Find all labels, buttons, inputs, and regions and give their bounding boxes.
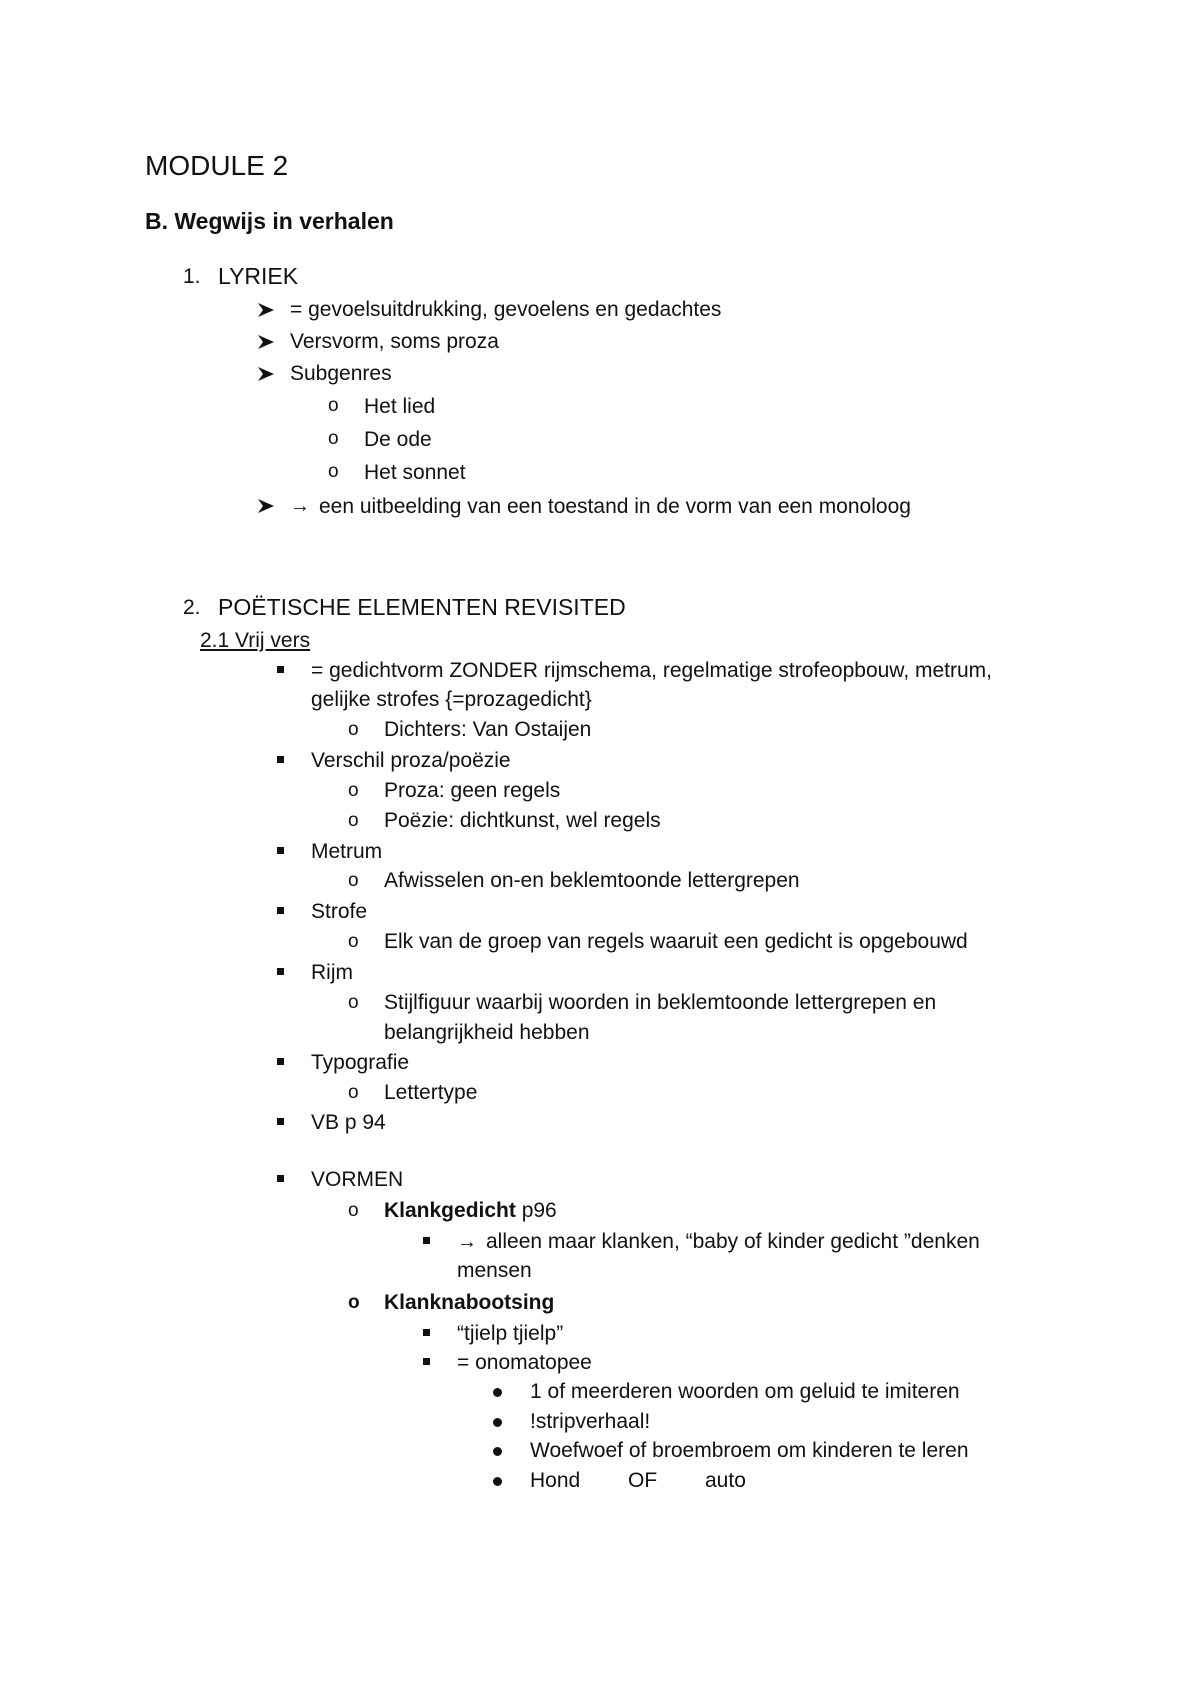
square-bullet-icon xyxy=(423,1358,430,1365)
circle-bullet-icon: o xyxy=(348,1292,360,1313)
circle-bullet-icon: o xyxy=(348,719,359,740)
circle-bullet-icon: o xyxy=(328,461,339,482)
dot-bullet-icon xyxy=(493,1388,502,1397)
section-number: 2. xyxy=(183,596,201,619)
square-bullet-icon xyxy=(277,968,284,975)
dot-bullet-icon xyxy=(493,1418,502,1427)
circle-bullet-icon: o xyxy=(348,992,359,1013)
square-bullet-icon xyxy=(277,666,284,673)
list-item: Subgenres xyxy=(290,362,392,385)
list-item: VORMEN xyxy=(311,1168,404,1191)
arrowhead-bullet-icon xyxy=(256,302,276,318)
list-item: “tjielp tjielp” xyxy=(457,1322,564,1345)
list-item: Rijm xyxy=(311,961,353,984)
page-subtitle: B. Wegwijs in verhalen xyxy=(145,208,394,234)
circle-bullet-icon: o xyxy=(348,810,359,831)
arrowhead-bullet-icon xyxy=(256,366,276,382)
list-item: Verschil proza/poëzie xyxy=(311,749,511,772)
list-item: !stripverhaal! xyxy=(530,1410,651,1433)
list-item: Afwisselen on-en beklemtoonde lettergrepen xyxy=(384,869,800,892)
section-heading-poetisch: POËTISCHE ELEMENTEN REVISITED xyxy=(218,594,626,620)
list-item-auto: auto xyxy=(705,1469,746,1492)
subsection-heading: 2.1 Vrij vers xyxy=(200,629,311,652)
list-item-continuation: belangrijkheid hebben xyxy=(384,1021,590,1044)
list-item: 1 of meerderen woorden om geluid te imiteren xyxy=(530,1380,960,1403)
list-item-of: OF xyxy=(628,1469,658,1492)
term-klankgedicht: Klankgedicht xyxy=(384,1199,516,1222)
list-item: Strofe xyxy=(311,900,368,923)
section-heading-lyriek: LYRIEK xyxy=(218,263,299,289)
list-item-klankgedicht xyxy=(384,1198,557,1224)
arrowhead-bullet-icon xyxy=(256,334,276,350)
term-klanknabootsing: Klanknabootsing xyxy=(384,1291,555,1314)
circle-bullet-icon: o xyxy=(348,1200,359,1221)
circle-bullet-icon: o xyxy=(348,780,359,801)
list-item: Proza: geen regels xyxy=(384,779,561,802)
list-item: Versvorm, soms proza xyxy=(290,330,499,353)
list-item-continuation: gelijke strofes {=prozagedicht} xyxy=(311,688,592,711)
list-item: = onomatopee xyxy=(457,1351,592,1374)
list-item: Het sonnet xyxy=(364,461,466,484)
circle-bullet-icon: o xyxy=(328,428,339,449)
list-item: Poëzie: dichtkunst, wel regels xyxy=(384,809,661,832)
dot-bullet-icon xyxy=(493,1477,502,1486)
list-item: Dichters: Van Ostaijen xyxy=(384,718,592,741)
list-item: Lettertype xyxy=(384,1081,478,1104)
section-number: 1. xyxy=(183,265,201,288)
dot-bullet-icon xyxy=(493,1447,502,1456)
square-bullet-icon xyxy=(423,1237,430,1244)
square-bullet-icon xyxy=(277,907,284,914)
list-item-continuation: mensen xyxy=(457,1259,532,1282)
list-item: = gevoelsuitdrukking, gevoelens en gedachtes xyxy=(290,298,722,321)
page-reference: p96 xyxy=(521,1199,557,1222)
arrowhead-bullet-icon xyxy=(256,498,276,514)
square-bullet-icon xyxy=(277,1118,284,1125)
circle-bullet-icon: o xyxy=(348,870,359,891)
circle-bullet-icon: o xyxy=(348,931,359,952)
circle-bullet-icon: o xyxy=(348,1082,359,1103)
list-item: Metrum xyxy=(311,840,383,863)
arrow-right-icon: → xyxy=(290,495,310,517)
list-item: Typografie xyxy=(311,1051,410,1074)
list-item: Woefwoef of broembroem om kinderen te leren xyxy=(530,1439,969,1462)
square-bullet-icon xyxy=(423,1329,430,1336)
list-item-hond: Hond xyxy=(530,1469,581,1492)
list-item: = gedichtvorm ZONDER rijmschema, regelmatige strofeopbouw, metrum, xyxy=(311,659,992,682)
square-bullet-icon xyxy=(277,847,284,854)
list-item: Het lied xyxy=(364,395,436,418)
square-bullet-icon xyxy=(277,756,284,763)
list-item: VB p 94 xyxy=(311,1111,386,1134)
page-title: MODULE 2 xyxy=(145,150,289,181)
square-bullet-icon xyxy=(277,1058,284,1065)
list-item: Stijlfiguur waarbij woorden in beklemtoonde lettergrepen en xyxy=(384,991,937,1014)
list-item: een uitbeelding van een toestand in de vorm van een monoloog xyxy=(319,495,911,518)
list-item: Elk van de groep van regels waaruit een gedicht is opgebouwd xyxy=(384,930,968,953)
arrow-right-icon: → xyxy=(457,1231,477,1253)
square-bullet-icon xyxy=(277,1175,284,1182)
list-item: De ode xyxy=(364,428,432,451)
circle-bullet-icon: o xyxy=(328,395,339,416)
list-item: alleen maar klanken, “baby of kinder gedicht ”denken xyxy=(486,1230,980,1253)
